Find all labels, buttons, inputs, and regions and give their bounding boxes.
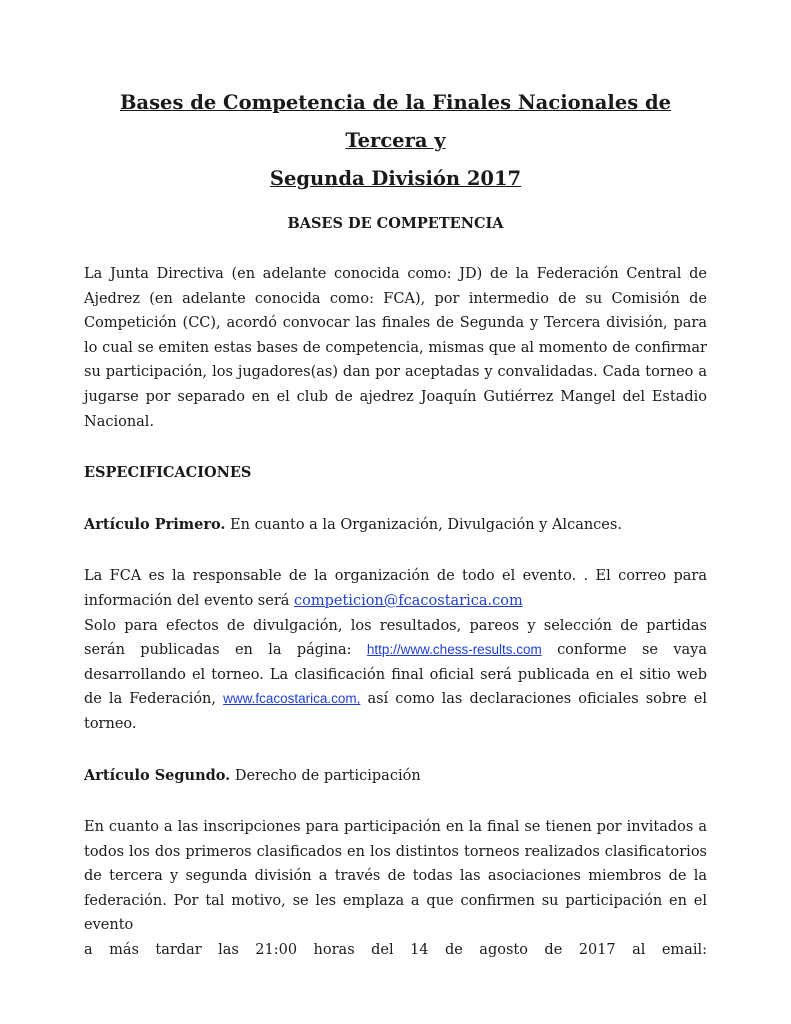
document-subtitle: BASES DE COMPETENCIA (287, 215, 504, 232)
federation-website-link[interactable]: www.fcacostarica.com, (223, 691, 361, 707)
chess-results-link[interactable]: http://www.chess-results.com (366, 642, 542, 658)
document-title (84, 84, 707, 198)
article-2-title: Derecho de participación (230, 767, 421, 784)
article-1-p1-text: La FCA es la responsable de la organización de todo el evento. . El correo para información del evento será (84, 568, 707, 609)
intro-paragraph: La Junta Directiva (en adelante conocida como: JD) de la Federación Central de Ajedrez (en adelante conocida como: FCA), por intermedio de su Comisión de Competición (CC), acordó convocar las finales de Segunda y Tercera división, para lo cual se emiten estas bases de competencia, mismas que al momento de confirmar su participación, los jugadores(as) dan por aceptadas y convalidadas. Cada torneo a jugarse por separado en el club de ajedrez Joaquín Gutiérrez Mangel del Estadio Nacional. (84, 266, 707, 430)
email-link[interactable]: competicion@fcacostarica.com (294, 592, 523, 609)
article-2-paragraph-1-last-line: a más tardar las 21:00 horas del 14 de agosto de 2017 al email: (84, 942, 707, 959)
article-1-heading (84, 513, 707, 538)
article-1-title: En cuanto a la Organización, Divulgación y Alcances. (225, 516, 622, 533)
article-2-paragraph-1: En cuanto a las inscripciones para participación en la final se tienen por invitados a todos los dos primeros clasificados en los distintos torneos realizados clasificatorios de tercera y segunda división a través de todas las asociaciones miembros de la federación. Por tal motivo, se les emplaza a que confirmen su participación en el evento (84, 819, 707, 934)
article-1-paragraph-1 (84, 564, 707, 613)
article-1-p2-text-a: Solo para efectos de divulgación, los resultados, pareos y selección de partidas serán publicadas en la página: (84, 617, 707, 659)
article-2-label: Artículo Segundo. (84, 766, 231, 784)
article-1-label: Artículo Primero. (84, 515, 226, 533)
article-1-paragraph-2 (84, 614, 707, 737)
article-1-p2-text-b: conforme se vaya desarrollando el torneo. La clasificación final oficial será publicada en el sitio web de la Federación, (84, 642, 707, 708)
specs-heading: ESPECIFICACIONES (84, 464, 252, 482)
title-line-2: Segunda División 2017 (269, 167, 522, 190)
article-2-heading (84, 764, 707, 789)
title-line-1: Bases de Competencia de la Finales Nacionales de Tercera y (119, 91, 672, 152)
article-1-p2-text-c: así como las declaraciones oficiales sobre el torneo. (84, 691, 707, 732)
